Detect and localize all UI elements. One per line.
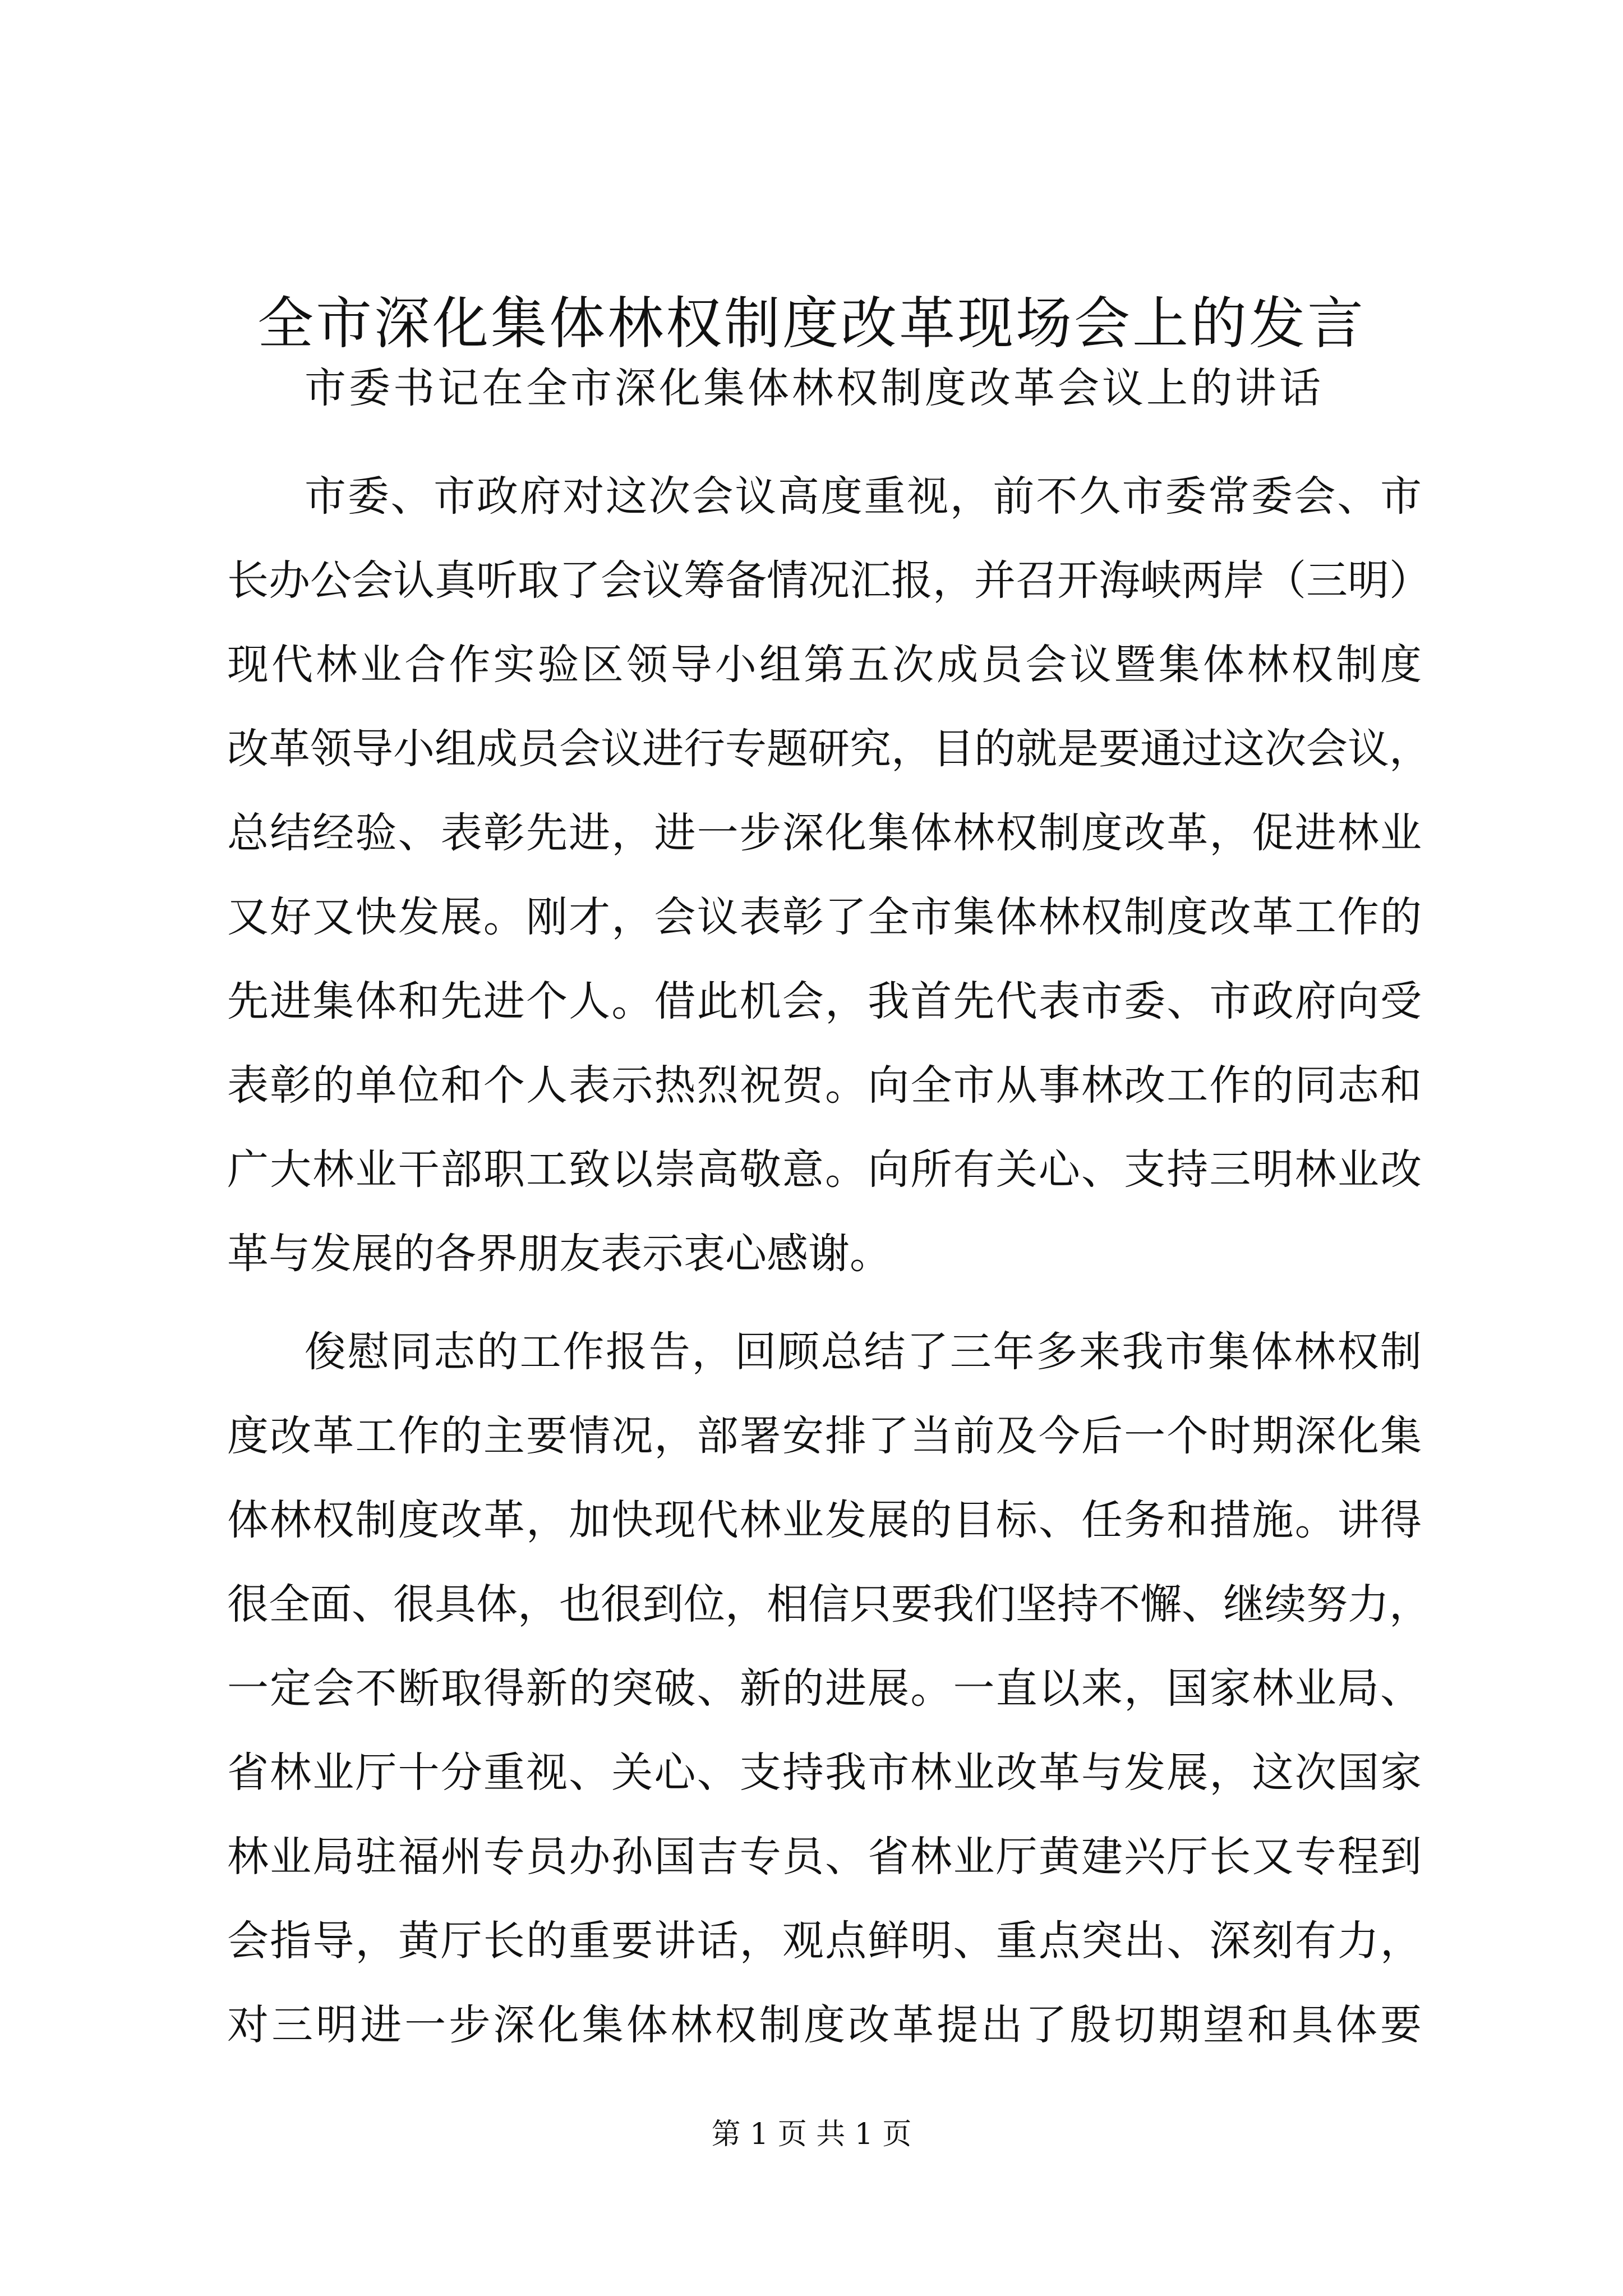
paragraph-1-line: 现代林业合作实验区领导小组第五次成员会议暨集体林权制度 (227, 641, 1422, 689)
paragraph-2-line: 俊慰同志的工作报告，回顾总结了三年多来我市集体林权制 (305, 1328, 1422, 1376)
paragraph-1-line: 革与发展的各界朋友表示衷心感谢。 (227, 1230, 891, 1278)
paragraph-1-line: 又好又快发展。刚才，会议表彰了全市集体林权制度改革工作的 (227, 893, 1422, 941)
paragraph-2-line: 会指导，黄厅长的重要讲话，观点鲜明、重点突出、深刻有力， (227, 1917, 1422, 1965)
paragraph-2-line: 对三明进一步深化集体林权制度改革提出了殷切期望和具体要 (227, 2001, 1422, 2049)
paragraph-1-line: 广大林业干部职工致以崇高敬意。向所有关心、支持三明林业改 (227, 1145, 1422, 1194)
paragraph-1-line: 先进集体和先进个人。借此机会，我首先代表市委、市政府向受 (227, 977, 1422, 1025)
paragraph-2-line: 省林业厅十分重视、关心、支持我市林业改革与发展，这次国家 (227, 1749, 1422, 1797)
paragraph-1-line: 表彰的单位和个人表示热烈祝贺。向全市从事林改工作的同志和 (227, 1061, 1422, 1110)
paragraph-2-line: 很全面、很具体，也很到位，相信只要我们坚持不懈、继续努力， (227, 1580, 1431, 1628)
page-footer: 第 1 页 共 1 页 (711, 2118, 912, 2151)
paragraph-2-line: 一定会不断取得新的突破、新的进展。一直以来，国家林业局、 (227, 1664, 1422, 1713)
paragraph-2-line: 度改革工作的主要情况，部署安排了当前及今后一个时期深化集 (227, 1412, 1422, 1460)
document-subtitle: 市委书记在全市深化集体林权制度改革会议上的讲话 (305, 364, 1324, 412)
paragraph-1-line: 总结经验、表彰先进，进一步深化集体林权制度改革，促进林业 (227, 809, 1422, 857)
paragraph-1-line: 长办公会认真听取了会议筹备情况汇报，并召开海峡两岸（三明） (227, 556, 1431, 605)
paragraph-2-line: 体林权制度改革，加快现代林业发展的目标、任务和措施。讲得 (227, 1496, 1422, 1544)
paragraph-2-line: 林业局驻福州专员办孙国吉专员、省林业厅黄建兴厅长又专程到 (227, 1833, 1422, 1881)
document-title: 全市深化集体林权制度改革现场会上的发言 (257, 291, 1366, 356)
paragraph-1-line: 改革领导小组成员会议进行专题研究，目的就是要通过这次会议， (227, 725, 1431, 773)
paragraph-1-line: 市委、市政府对这次会议高度重视，前不久市委常委会、市 (305, 472, 1422, 521)
